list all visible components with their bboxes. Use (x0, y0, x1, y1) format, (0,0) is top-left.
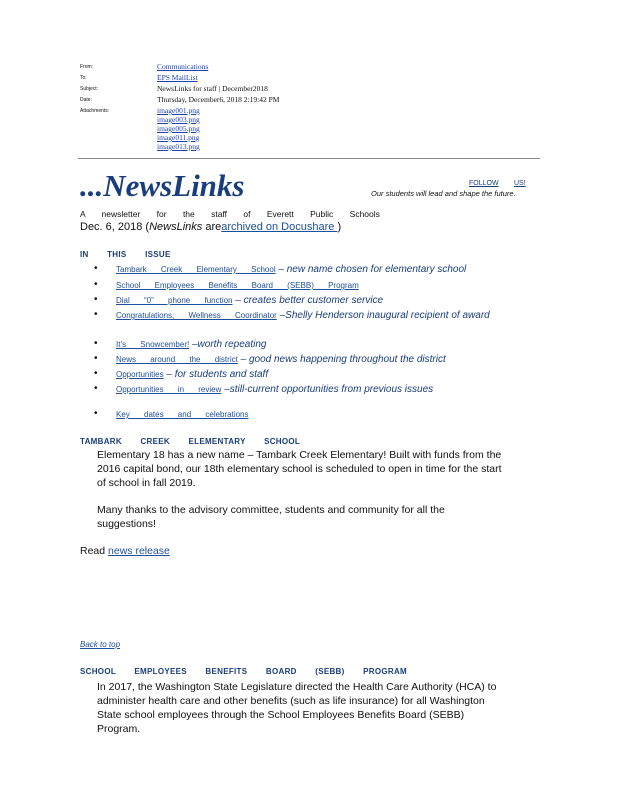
toc-desc: – creates better customer service (235, 295, 384, 306)
subhead: A newsletter for the staff of Everett Public Schools (80, 209, 380, 219)
bullet-icon: • (94, 294, 98, 305)
bullet-icon: • (94, 279, 98, 290)
dateline-prefix: Dec. 6, 2018 ( (80, 221, 150, 233)
tambark-line: suggestions! (97, 518, 156, 530)
docushare-archive-link[interactable]: archived on Docushare (221, 221, 338, 233)
dateline-mid: are (202, 221, 222, 233)
attachment-link[interactable]: image001.png (157, 106, 200, 115)
toc-link[interactable]: Opportunities (116, 370, 164, 379)
toc-desc: –still-current opportunities from previous issues (224, 384, 434, 395)
newsletter-title: ...NewsLinks (80, 168, 245, 203)
dateline (80, 221, 341, 233)
toc-link[interactable]: School Employees Benefits Board (SEBB) Program (116, 281, 359, 290)
in-this-issue-heading: IN THIS ISSUE (80, 250, 171, 259)
dateline-suffix: ) (337, 221, 342, 233)
read-prefix: Read (80, 545, 109, 557)
sebb-line: In 2017, the Washington State Legislature directed the Health Care Authority (HCA) to (97, 681, 497, 693)
tambark-line: of school in fall 2019. (97, 477, 196, 489)
sebb-line: Program. (97, 723, 141, 735)
attachments-label: Attachments: (80, 108, 110, 114)
attachment-link[interactable]: image013.png (157, 142, 200, 151)
bullet-icon: • (94, 368, 98, 379)
toc-desc: – new name chosen for elementary school (278, 264, 467, 275)
to-label: To: (80, 75, 87, 81)
toc-desc: –worth repeating (192, 339, 267, 350)
date-value: Thursday, December6, 2018 2:19:42 PM (157, 95, 280, 104)
bullet-icon: • (94, 338, 98, 349)
tambark-paragraph-1 (97, 448, 542, 490)
tagline: Our students will lead and shape the future. (371, 189, 516, 198)
toc-link[interactable]: Congratulations, Wellness Coordinator (116, 311, 277, 320)
bullet-icon: • (94, 263, 98, 274)
toc-link[interactable]: News around the district (116, 355, 238, 364)
dateline-newslinks: NewsLinks (149, 221, 203, 233)
attachment-link[interactable]: image011.png (157, 133, 200, 142)
toc-link[interactable]: It’s Snowcember! (116, 340, 190, 349)
header-divider (78, 158, 540, 159)
attachment-link[interactable]: image003.png (157, 115, 200, 124)
bullet-icon: • (94, 309, 98, 320)
sebb-line: administer health care and other benefits (such as life insurance) for all Washington (97, 695, 485, 707)
subject-label: Subject: (80, 86, 99, 92)
toc-desc: –Shelly Henderson inaugural recipient of award (279, 310, 490, 321)
from-value[interactable]: Communications (157, 62, 209, 71)
follow-link[interactable]: FOLLOW (469, 180, 499, 187)
tambark-line: 2016 capital bond, our 18th elementary school is scheduled to open in time for the start (97, 463, 502, 475)
to-value[interactable]: EPS MailList (157, 73, 198, 82)
date-label: Date: (80, 97, 92, 103)
toc-desc: – for students and staff (166, 369, 269, 380)
tambark-paragraph-2 (97, 503, 542, 531)
toc-desc: – good news happening throughout the district (240, 354, 446, 365)
toc-link[interactable]: Opportunities in review (116, 385, 222, 394)
news-release-link[interactable]: news release (108, 545, 170, 557)
back-to-top-link[interactable]: Back to top (80, 640, 121, 649)
bullet-icon: • (94, 408, 98, 419)
toc-link[interactable]: Dial “0” phone function (116, 296, 233, 305)
subject-value: NewsLinks for staff | December2018 (157, 84, 268, 93)
bullet-icon: • (94, 353, 98, 364)
attachment-link[interactable]: image005.png (157, 124, 200, 133)
sebb-paragraph (97, 680, 542, 736)
tambark-line: Many thanks to the advisory committee, students and community for all the (97, 504, 445, 516)
sebb-line: State school employees through the School Employees Benefits Board (SEBB) (97, 709, 465, 721)
tambark-heading: TAMBARK CREEK ELEMENTARY SCHOOL (80, 437, 301, 446)
toc-link[interactable]: Key dates and celebrations (116, 410, 249, 419)
read-news-release (80, 545, 170, 557)
from-label: From: (80, 64, 94, 70)
follow-us-link[interactable]: US! (514, 180, 526, 187)
tambark-line: Elementary 18 has a new name – Tambark Creek Elementary! Built with funds from the (97, 449, 502, 461)
sebb-heading: SCHOOL EMPLOYEES BENEFITS BOARD (SEBB) PROGRAM (80, 667, 408, 676)
toc-link[interactable]: Tambark Creek Elementary School (116, 265, 276, 274)
bullet-icon: • (94, 383, 98, 394)
